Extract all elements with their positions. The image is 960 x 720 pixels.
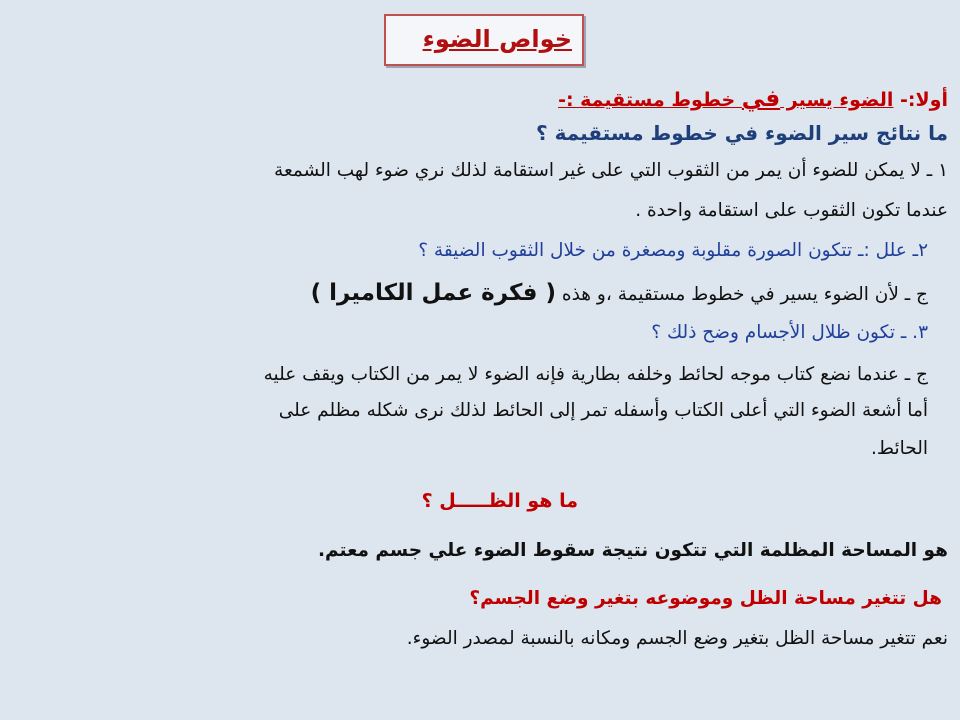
title-box	[384, 14, 584, 66]
section-text-a: الضوء يسير	[780, 89, 894, 111]
point-3-line-1: ج ـ عندما نضع كتاب موجه لحائط وخلفه بطارية فإنه الضوء لا يمر من الكتاب ويقف عليه	[263, 364, 928, 385]
point-3-line-3: الحائط.	[871, 438, 928, 459]
change-answer: نعم تتغير مساحة الظل بتغير وضع الجسم ومكانه بالنسبة لمصدر الضوء.	[406, 628, 948, 649]
change-question: هل تتغير مساحة الظل وموضوعه بتغير وضع الجسم؟	[469, 588, 942, 609]
slide-title: خواص الضوء	[422, 25, 572, 53]
point-3-line-2: أما أشعة الضوء التي أعلى الكتاب وأسفله تمر إلى الحائط لذلك نرى شكله مظلم على	[278, 400, 928, 421]
point-3-number: ٣.	[912, 322, 928, 343]
point-2-question: ٢ـ علل :ـ تتكون الصورة مقلوبة ومصغرة من خلال الثقوب الضيقة ؟	[418, 240, 928, 261]
shadow-question: ما هو الظـــــل ؟	[421, 490, 578, 512]
point-3-question	[651, 320, 928, 346]
question-1: ما نتائج سير الضوء في خطوط مستقيمة ؟	[536, 121, 948, 145]
shadow-definition: هو المساحة المظلمة التي تتكون نتيجة سقوط الضوء علي جسم معتم.	[318, 540, 948, 561]
point-2-answer-bold: ( فكرة عمل الكاميرا )	[310, 280, 557, 306]
point-1-line-1: ١ ـ لا يمكن للضوء أن يمر من الثقوب التي على غير استقامة لذلك نري ضوء لهب الشمعة	[274, 160, 948, 181]
point-2-answer-text: ج ـ لأن الضوء يسير في خطوط مستقيمة ،و هذه	[556, 284, 928, 305]
section-text-b: خطوط مستقيمة :-	[558, 89, 742, 111]
section-prefix: أولا:-	[893, 89, 948, 111]
section-text-fi: في	[741, 86, 781, 112]
point-3-question-text: ـ تكون ظلال الأجسام وضح ذلك ؟	[651, 322, 907, 343]
point-1-line-2: عندما تكون الثقوب على استقامة واحدة .	[635, 200, 948, 221]
section-heading	[558, 86, 948, 113]
point-2-answer	[311, 280, 928, 308]
